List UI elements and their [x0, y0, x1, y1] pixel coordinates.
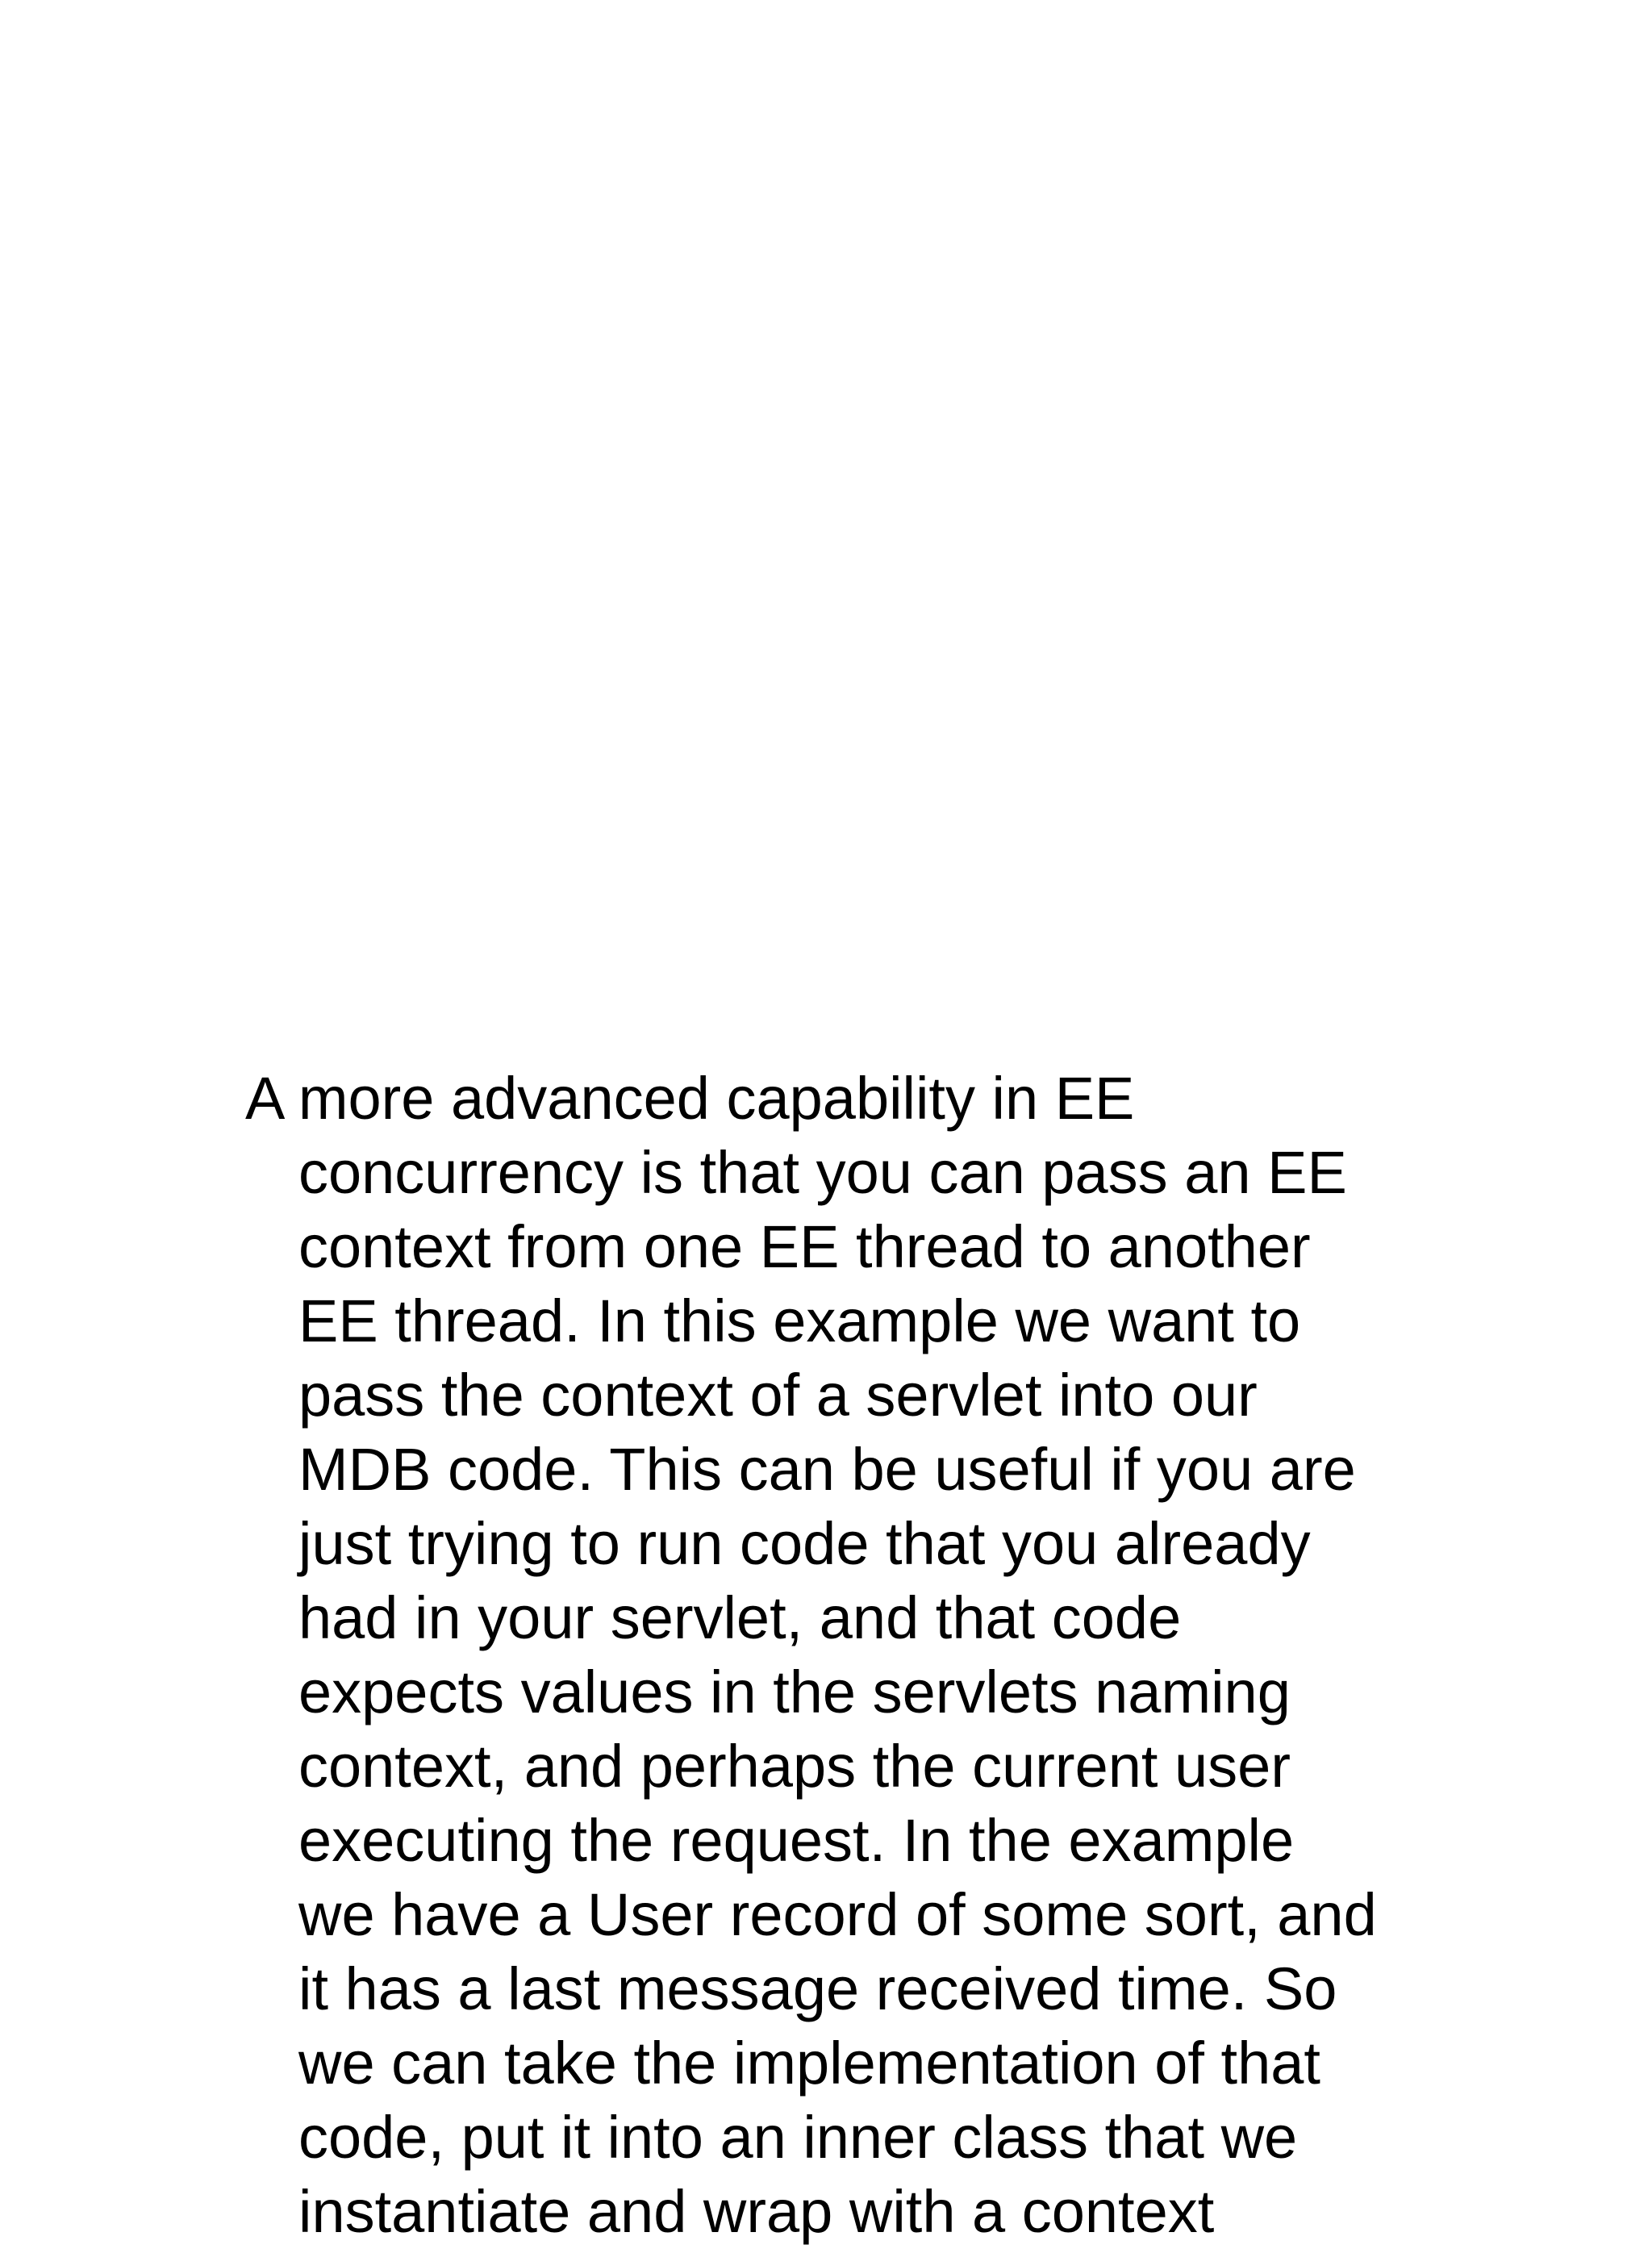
text-line: just trying to run code that you already: [298, 1510, 1311, 1577]
text-line: instantiate and wrap with a context: [298, 2178, 1215, 2245]
text-line: A more advanced capability in EE: [245, 1065, 1135, 1132]
text-line: it has a last message received time. So: [298, 1955, 1337, 2022]
text-line: EE thread. In this example we want to: [298, 1287, 1301, 1354]
text-line: we can take the implementation of that: [298, 2030, 1320, 2097]
text-line: code, put it into an inner class that we: [298, 2104, 1298, 2171]
text-line: context from one EE thread to another: [298, 1213, 1311, 1280]
text-line: executing the request. In the example: [298, 1807, 1295, 1874]
text-line: had in your servlet, and that code: [298, 1584, 1182, 1651]
text-line: context, and perhaps the current user: [298, 1733, 1291, 1800]
text-line: concurrency is that you can pass an EE: [298, 1139, 1347, 1206]
text-line: pass the context of a servlet into our: [298, 1362, 1258, 1429]
text-line: MDB code. This can be useful if you are: [298, 1436, 1356, 1503]
speaker-notes-text: [245, 1062, 1439, 2249]
text-line: we have a User record of some sort, and: [298, 1881, 1377, 1948]
text-line: expects values in the servlets naming: [298, 1659, 1291, 1725]
